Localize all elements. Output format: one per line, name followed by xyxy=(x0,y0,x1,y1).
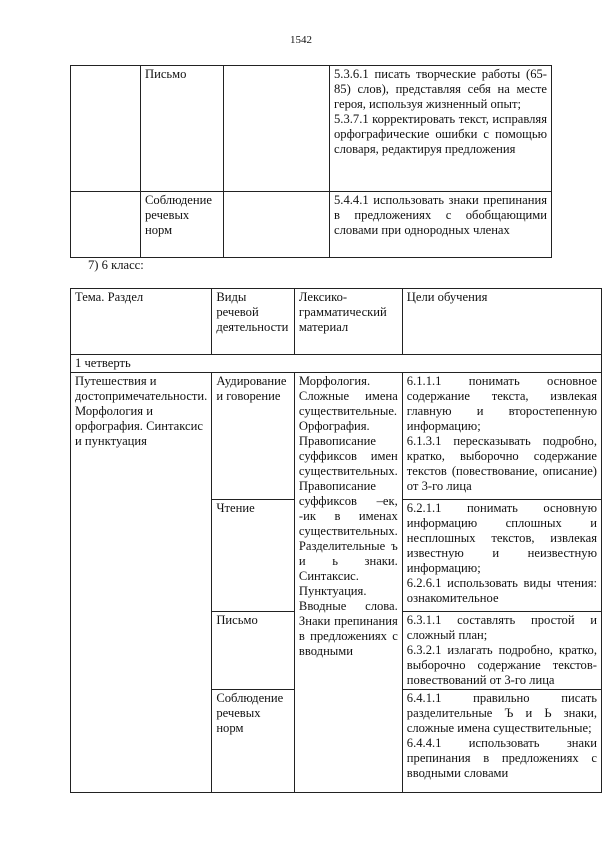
goal-text: 6.3.1.1 составлять простой и сложный план; xyxy=(406,613,597,642)
goal-text: 6.2.1.1 понимать основную информацию сплошных и несплошных текстов, извлекая известную и неизвестную информацию; xyxy=(406,501,597,575)
activity-cell: Письмо xyxy=(212,612,295,690)
empty-cell xyxy=(71,66,141,192)
goals-cell xyxy=(330,192,552,258)
goals-cell xyxy=(402,690,601,793)
topic-cell: Путешествия и достопримечательности. Морфология и орфография. Синтаксис и пунктуация xyxy=(71,373,212,793)
goal-text: 5.3.6.1 писать творческие работы (65-85) слов), представляя себя на месте героя, используя жизненный опыт; xyxy=(334,67,547,111)
goal-text: 5.4.4.1 использовать знаки препинания в предложениях с обобщающими словами при однородных членах xyxy=(334,193,547,237)
empty-cell xyxy=(224,192,330,258)
goal-text: 6.2.6.1 использовать виды чтения: ознакомительное xyxy=(406,575,597,605)
section-caption: 7) 6 класс: xyxy=(88,258,144,272)
goals-cell xyxy=(402,612,601,690)
goal-text: 6.3.2.1 излагать подробно, кратко, выборочно содержание текстов-повествований от 3-го лица xyxy=(406,642,597,687)
quarter-row xyxy=(71,355,602,373)
table-row xyxy=(71,66,552,192)
table-row xyxy=(71,373,602,500)
goals-cell xyxy=(402,373,601,500)
goals-cell xyxy=(402,500,601,612)
activity-cell: Соблюдение речевых норм xyxy=(212,690,295,793)
empty-cell xyxy=(71,192,141,258)
header-topic: Тема. Раздел xyxy=(71,289,212,355)
lexical-cell: Морфология. Сложные имена существительные. Орфография. Правописание суффиксов имен существительных. Правописание суффиксов –ек, -ик в именах существительных. Разделительные ъ и ь знаки. Синтаксис. Пунктуация. Вводные слова. Знаки препинания в предложениях с вводными xyxy=(294,373,402,793)
header-row xyxy=(71,289,602,355)
continuation-table xyxy=(70,65,552,258)
goal-text: 6.1.1.1 понимать основное содержание текста, извлекая главную и второстепенную информацию; xyxy=(406,374,597,433)
goals-cell xyxy=(330,66,552,192)
goal-text: 6.4.1.1 правильно писать разделительные Ъ и Ь знаки, сложные имена существительные; xyxy=(406,691,597,735)
header-activity: Виды речевой деятельности xyxy=(212,289,295,355)
table-row xyxy=(71,192,552,258)
activity-cell: Чтение xyxy=(212,500,295,612)
activity-cell: Аудирование и говорение xyxy=(212,373,295,500)
activity-cell: Письмо xyxy=(141,66,224,192)
quarter-label: 1 четверть xyxy=(71,355,602,373)
activity-cell: Соблюдение речевых норм xyxy=(141,192,224,258)
goal-text: 5.3.7.1 корректировать текст, исправляя орфографические ошибки с помощью словаря, редактируя предложения xyxy=(334,111,547,156)
header-goals: Цели обучения xyxy=(402,289,601,355)
goal-text: 6.4.4.1 использовать знаки препинания в предложениях с вводными словами xyxy=(406,735,597,780)
page-number: 1542 xyxy=(290,34,312,46)
goal-text: 6.1.3.1 пересказывать подробно, кратко, выборочно содержание текстов (повествование, описание) от 3-го лица xyxy=(406,433,597,493)
header-lexical: Лексико-грамматический материал xyxy=(294,289,402,355)
empty-cell xyxy=(224,66,330,192)
curriculum-table xyxy=(70,288,602,793)
